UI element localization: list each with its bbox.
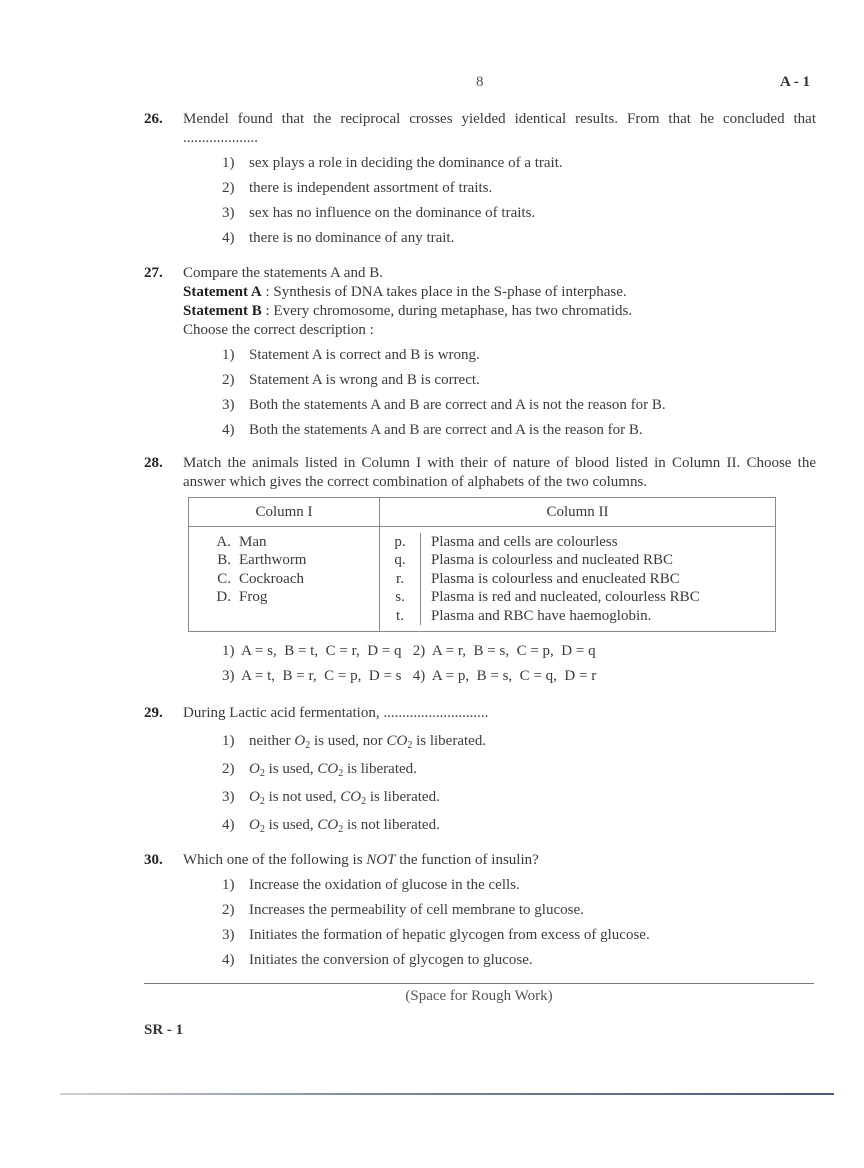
column-1-cell [189,527,380,632]
column-2-row: p. Plasma and cells are colourless [380,533,775,551]
footer-code: SR - 1 [144,1022,184,1038]
option-2: 2) Statement A is wrong and B is correct. [222,372,480,388]
question-text: During Lactic acid fermentation, ............................ [183,705,489,721]
column-2-row: t. Plasma and RBC have haemoglobin. [380,607,775,625]
column-2-header: Column II [380,498,776,527]
option-1: 1) sex plays a role in deciding the dominance of a trait. [222,155,563,171]
column-1-row: D. Frog [216,589,268,606]
answer-options-row-1: 1) A = s, B = t, C = r, D = q 2) A = r, B = s, C = p, D = q [222,643,596,659]
question-instruction: Choose the correct description : [183,322,374,338]
question-number: 30. [144,852,163,868]
column-2-cell [380,527,776,632]
question-intro: Compare the statements A and B. [183,265,383,281]
question-text: Which one of the following is NOT the function of insulin? [183,852,539,868]
column-1-row: C. Cockroach [217,570,304,587]
question-number: 26. [144,111,163,127]
question-text: Mendel found that the reciprocal crosses yielded identical results. From that he concluded that .................... [183,111,816,146]
column-2-row: r. Plasma is colourless and enucleated RBC [380,570,775,588]
column-1-row: B. Earthworm [217,552,307,569]
question-text: Match the animals listed in Column I with their of nature of blood listed in Column II. Choose the answer which gives the correct combination of alphabets of the two columns. [183,455,816,490]
question-number: 27. [144,265,163,281]
question-number: 29. [144,705,163,721]
page-number: 8 [476,74,484,90]
options-list [222,876,816,976]
column-1-row: A. Man [216,534,267,550]
option-4: 4) Both the statements A and B are correct and A is the reason for B. [222,422,643,438]
option-4: 4) Initiates the conversion of glycogen to glucose. [222,952,533,968]
option-1: 1) neither $O_2$ is used, nor $CO_2$ is liberated. [222,733,487,751]
option-3: 3) Initiates the formation of hepatic glycogen from excess of glucose. [222,927,650,943]
question-27 [144,264,816,446]
option-4: 4) there is no dominance of any trait. [222,230,455,246]
question-28 [144,454,816,492]
option-1: 1) Increase the oxidation of glucose in the cells. [222,877,520,893]
options-list [222,154,816,254]
column-2-row: s. Plasma is red and nucleated, colourless RBC [380,588,775,606]
scan-edge-line [60,1093,834,1095]
option-2: 2) $O_2$ is used, $CO_2$ is liberated. [222,761,417,779]
statement-b: Statement B : Every chromosome, during metaphase, has two chromatids. [183,303,633,319]
question-text [183,264,816,340]
option-3: 3) $O_2$ is not used, $CO_2$ is liberated. [222,789,440,807]
column-1-header: Column I [189,498,380,527]
option-4: 4) $O_2$ is used, $CO_2$ is not liberated. [222,817,440,835]
options-list [222,346,816,446]
statement-a: Statement A : Synthesis of DNA takes place in the S-phase of interphase. [183,284,627,300]
option-2: 2) Increases the permeability of cell membrane to glucose. [222,902,584,918]
options-list [222,732,816,844]
question-30 [144,851,816,976]
paper-code: A - 1 [780,74,810,90]
option-3: 3) sex has no influence on the dominance of traits. [222,205,536,221]
option-1: 1) Statement A is correct and B is wrong. [222,347,480,363]
question-29 [144,704,816,844]
option-3: 3) Both the statements A and B are correct and A is not the reason for B. [222,397,666,413]
option-2: 2) there is independent assortment of traits. [222,180,493,196]
question-26 [144,110,816,254]
answer-options-row-2: 3) A = t, B = r, C = p, D = s 4) A = p, B = s, C = q, D = r [222,668,597,684]
rough-work-label: (Space for Rough Work) [405,988,553,1004]
match-table [188,497,776,632]
question-number: 28. [144,455,163,471]
column-2-row: q. Plasma is colourless and nucleated RBC [380,551,775,569]
divider-line [144,983,814,984]
